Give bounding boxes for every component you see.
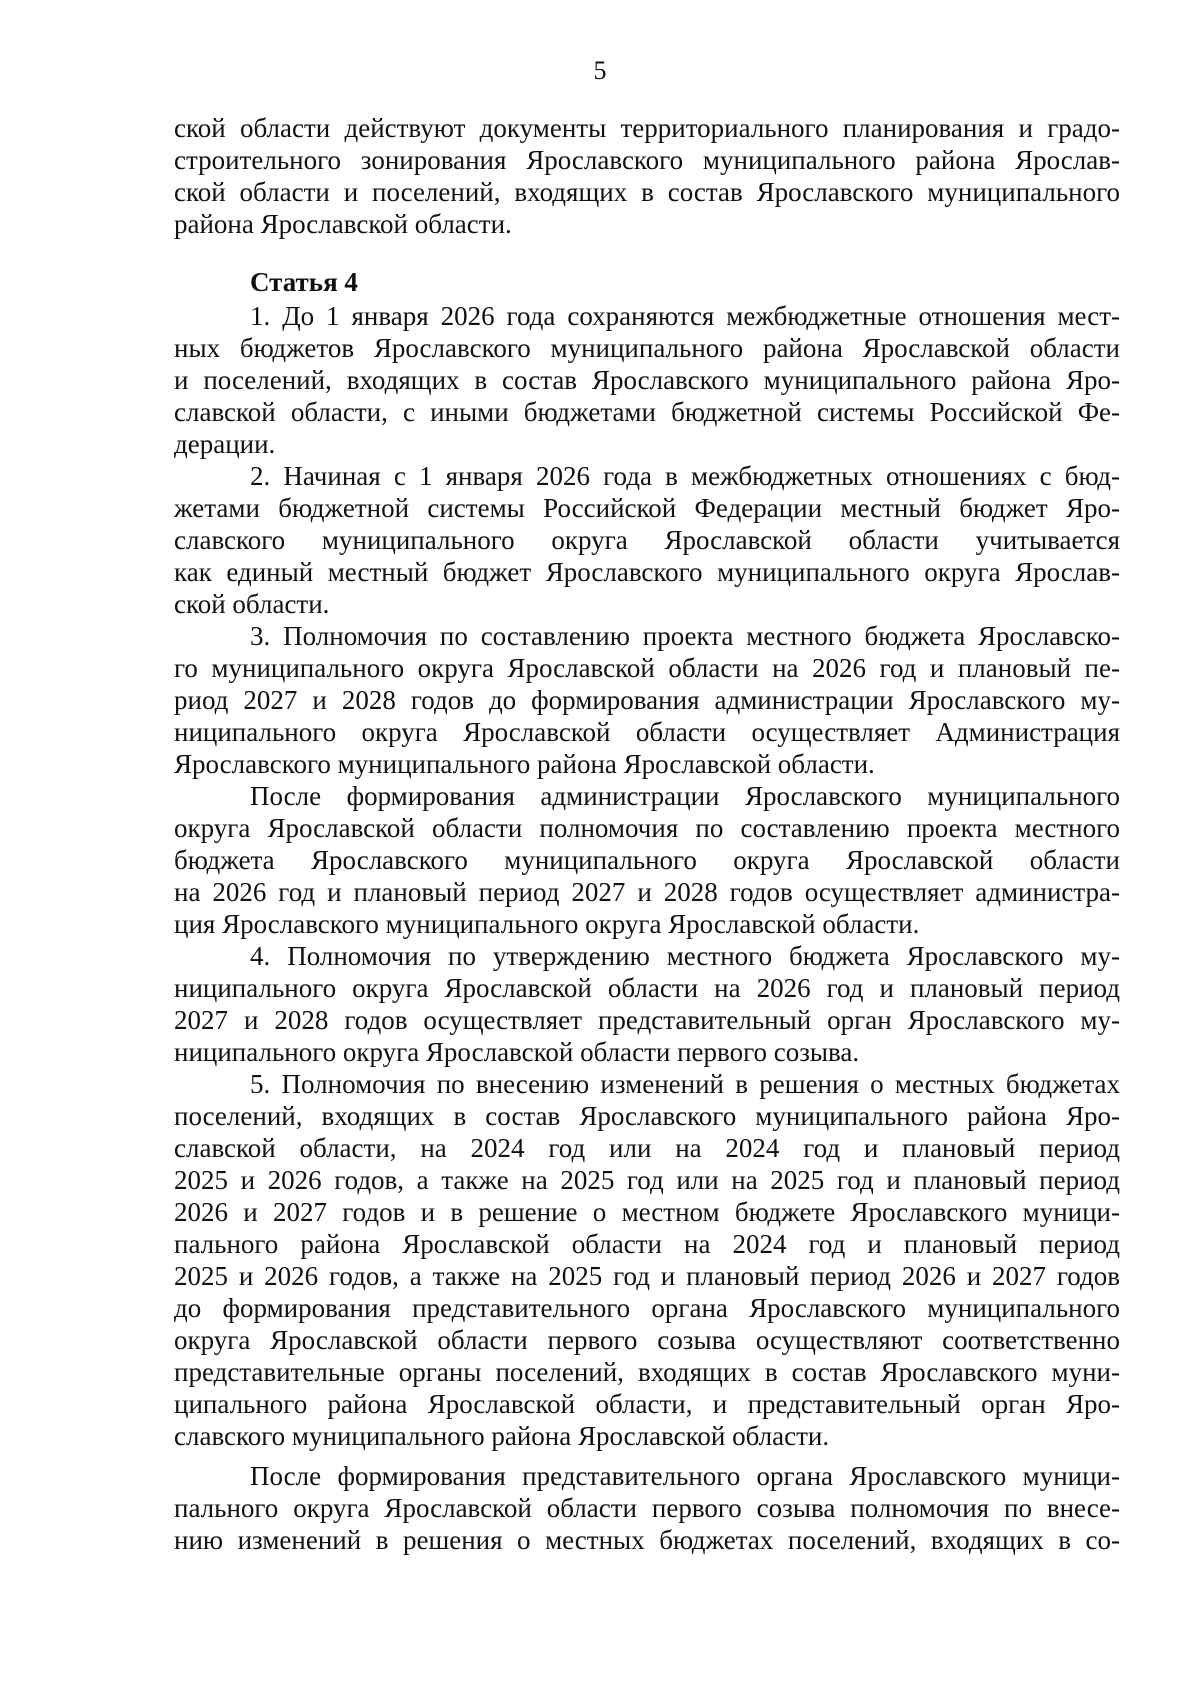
article-heading: Статья 4: [250, 267, 358, 297]
text-line: пального округа Ярославской области первого созыва полномочия по внесе-: [174, 1493, 1120, 1523]
text-line: дерации.: [174, 429, 276, 459]
text-line: нию изменений в решения о местных бюджетах поселений, входящих в со-: [174, 1525, 1120, 1555]
text-line: славской области, на 2024 год или на 2024 год и плановый период: [174, 1133, 1120, 1163]
text-line: ниципального округа Ярославской области первого созыва.: [174, 1037, 860, 1067]
text-line: района Ярославской области.: [174, 209, 512, 239]
text-line: как единый местный бюджет Ярославского муниципального округа Ярослав-: [174, 557, 1120, 587]
text-line: славского муниципального округа Ярославской области учитывается: [174, 525, 1120, 555]
text-line: 2027 и 2028 годов осуществляет представительный орган Ярославского му-: [174, 1005, 1120, 1035]
text-line: После формирования представительного органа Ярославского муници-: [250, 1461, 1120, 1491]
text-line: 3. Полномочия по составлению проекта местного бюджета Ярославско-: [250, 621, 1120, 651]
text-line: ниципального округа Ярославской области осуществляет Администрация: [174, 717, 1120, 747]
text-line: риод 2027 и 2028 годов до формирования администрации Ярославского му-: [174, 685, 1120, 715]
text-line: жетами бюджетной системы Российской Федерации местный бюджет Яро-: [174, 493, 1120, 523]
text-line: 1. До 1 января 2026 года сохраняются межбюджетные отношения мест-: [250, 301, 1120, 331]
text-line: округа Ярославской области первого созыва осуществляют соответственно: [174, 1325, 1120, 1355]
text-line: 2025 и 2026 годов, а также на 2025 год или на 2025 год и плановый период: [174, 1165, 1120, 1195]
text-line: поселений, входящих в состав Ярославского муниципального района Яро-: [174, 1101, 1120, 1131]
text-line: славского муниципального района Ярославской области.: [174, 1421, 830, 1451]
text-line: ниципального округа Ярославской области на 2026 год и плановый период: [174, 973, 1120, 1003]
text-line: ция Ярославского муниципального округа Ярославской области.: [174, 909, 920, 939]
text-line: до формирования представительного органа Ярославского муниципального: [174, 1293, 1120, 1323]
text-line: бюджета Ярославского муниципального округа Ярославской области: [174, 845, 1120, 875]
text-line: После формирования администрации Ярославского муниципального: [250, 781, 1120, 811]
text-line: го муниципального округа Ярославской области на 2026 год и плановый пе-: [174, 653, 1120, 683]
page-number: 5: [593, 56, 607, 85]
text-line: ципального района Ярославской области, и представительный орган Яро-: [174, 1389, 1120, 1419]
text-line: Ярославского муниципального района Ярославской области.: [174, 749, 875, 779]
text-line: ных бюджетов Ярославского муниципального района Ярославской области: [174, 333, 1120, 363]
text-line: славской области, с иными бюджетами бюджетной системы Российской Фе-: [174, 397, 1120, 427]
text-line: 4. Полномочия по утверждению местного бюджета Ярославского му-: [250, 941, 1120, 971]
text-line: и поселений, входящих в состав Ярославского муниципального района Яро-: [174, 365, 1120, 395]
text-line: 5. Полномочия по внесению изменений в решения о местных бюджетах: [250, 1069, 1120, 1099]
text-line: строительного зонирования Ярославского муниципального района Ярослав-: [174, 145, 1120, 175]
text-line: ской области действуют документы территориального планирования и градо-: [174, 113, 1120, 143]
text-line: пального района Ярославской области на 2024 год и плановый период: [174, 1229, 1120, 1259]
text-line: представительные органы поселений, входящих в состав Ярославского муни-: [174, 1357, 1120, 1387]
text-line: ской области и поселений, входящих в состав Ярославского муниципального: [174, 177, 1120, 207]
text-line: ской области.: [174, 589, 330, 619]
text-line: округа Ярославской области полномочия по составлению проекта местного: [174, 813, 1120, 843]
text-line: 2025 и 2026 годов, а также на 2025 год и плановый период 2026 и 2027 годов: [174, 1261, 1120, 1291]
text-line: 2026 и 2027 годов и в решение о местном бюджете Ярославского муници-: [174, 1197, 1120, 1227]
text-line: 2. Начиная с 1 января 2026 года в межбюджетных отношениях с бюд-: [250, 461, 1120, 491]
text-line: на 2026 год и плановый период 2027 и 2028 годов осуществляет администра-: [174, 877, 1120, 907]
